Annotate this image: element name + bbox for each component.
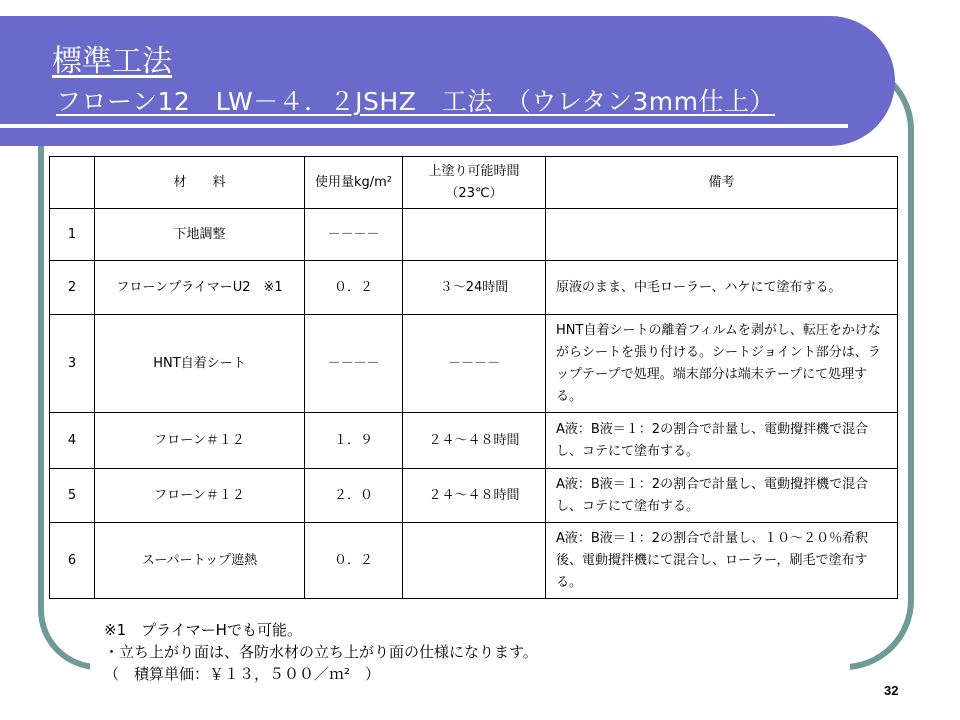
row-no: 2 — [50, 261, 95, 315]
title-underline — [0, 124, 848, 128]
header-material: 材 料 — [95, 157, 305, 209]
row-no: 4 — [50, 413, 95, 469]
row-no: 3 — [50, 315, 95, 413]
row-note: HNT自着シートの離着フィルムを剥がし、転圧をかけながらシートを張り付ける。シートジョイント部分は、ラップテープで処理。端末部分は端末テープにて処理する。 — [546, 315, 898, 413]
row-time: ２４～４８時間 — [403, 469, 546, 523]
header-no — [50, 157, 95, 209]
row-no: 1 — [50, 209, 95, 261]
footnote-unit-price: （ 積算単価：￥１３，５００／ｍ² ） — [104, 665, 381, 683]
row-material: 下地調整 — [95, 209, 305, 261]
row-amount: －－－－ — [305, 209, 403, 261]
row-time: －－－－ — [403, 315, 546, 413]
page-subtitle: フローン12 LW－４．２JSHZ 工法 （ウレタン3mm仕上） — [56, 87, 775, 116]
row-note: A液：B液＝１：2の割合で計量し、１０～２０％希釈後、電動攪拌機にて混合し、ローラー，刷毛で塗布する。 — [546, 523, 898, 599]
header-note: 備考 — [546, 157, 898, 209]
header-time: 上塗り可能時間 （23℃） — [403, 157, 546, 209]
page-title: 標準工法 — [52, 44, 172, 79]
row-time: ２４～４８時間 — [403, 413, 546, 469]
row-note: A液：B液＝１：2の割合で計量し、電動攪拌機で混合し、コテにて塗布する。 — [546, 469, 898, 523]
row-note: 原液のまま、中毛ローラー、ハケにて塗布する。 — [546, 261, 898, 315]
row-material: フローン＃１２ — [95, 413, 305, 469]
row-time — [403, 209, 546, 261]
row-no: 6 — [50, 523, 95, 599]
row-time: ３～24時間 — [403, 261, 546, 315]
row-amount: －－－－ — [305, 315, 403, 413]
spec-table-wrapper — [49, 156, 897, 599]
row-material: フローンプライマーU2 ※1 — [95, 261, 305, 315]
page-number: 32 — [884, 683, 899, 698]
row-time — [403, 523, 546, 599]
row-no: 5 — [50, 469, 95, 523]
footnote-primer: ※1 プライマーHでも可能。 — [104, 621, 302, 639]
row-note — [546, 209, 898, 261]
table-row — [50, 469, 898, 523]
row-amount: ０．２ — [305, 523, 403, 599]
table-row — [50, 209, 898, 261]
row-material: フローン＃１２ — [95, 469, 305, 523]
row-amount: ２．０ — [305, 469, 403, 523]
spec-table — [49, 156, 898, 599]
table-row — [50, 413, 898, 469]
footnote-vertical-surface: ・立ち上がり面は、各防水材の立ち上がり面の仕様になります。 — [104, 643, 538, 661]
table-row — [50, 523, 898, 599]
row-material: スーパートップ遮熱 — [95, 523, 305, 599]
footnotes — [104, 619, 538, 685]
table-header-row — [50, 157, 898, 209]
table-row — [50, 315, 898, 413]
row-amount: １．９ — [305, 413, 403, 469]
row-amount: ０．２ — [305, 261, 403, 315]
header-amount: 使用量kg/m² — [305, 157, 403, 209]
row-material: HNT自着シート — [95, 315, 305, 413]
row-note: A液：B液＝１：2の割合で計量し、電動攪拌機で混合し、コテにて塗布する。 — [546, 413, 898, 469]
table-row — [50, 261, 898, 315]
